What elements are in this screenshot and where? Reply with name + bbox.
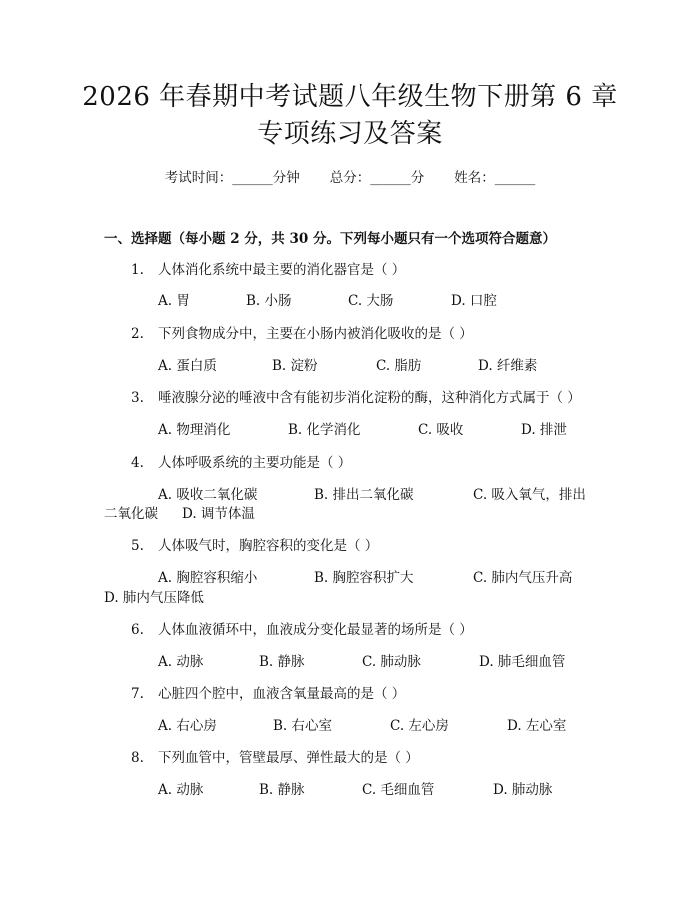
- question-text: 心脏四个腔中，血液含氧量最高的是（ ）: [158, 686, 406, 702]
- option-b: B. 静脉: [259, 782, 305, 798]
- student-name-field: 姓名：______: [454, 170, 536, 186]
- question-text: 下列食物成分中，主要在小肠内被消化吸收的是（ ）: [158, 326, 473, 342]
- option-a: A. 蛋白质: [158, 358, 217, 374]
- exam-info: [0, 168, 700, 188]
- question-number: 4.: [131, 455, 144, 471]
- option-b: B. 静脉: [259, 654, 305, 670]
- option-b: B. 化学消化: [288, 422, 361, 438]
- option-d: D. 左心室: [507, 718, 567, 734]
- option-d: D. 肺内气压降低: [104, 590, 204, 606]
- option-b: B. 右心室: [273, 718, 333, 734]
- option-c: C. 大肠: [348, 293, 394, 309]
- question-text: 人体血液循环中，血液成分变化最显著的场所是（ ）: [158, 622, 473, 638]
- option-a: A. 胃: [158, 293, 190, 309]
- option-c: C. 左心房: [390, 718, 449, 734]
- question-text: 人体呼吸系统的主要功能是（ ）: [158, 455, 352, 471]
- option-c: C. 吸入氧气，排出: [473, 487, 586, 503]
- question-number: 1.: [131, 262, 144, 278]
- option-b: B. 小肠: [246, 293, 292, 309]
- question-number: 6.: [131, 622, 144, 638]
- option-c-continued: 二氧化碳: [104, 506, 158, 522]
- exam-time-field: 考试时间：______分钟: [164, 170, 300, 186]
- option-a: A. 胸腔容积缩小: [158, 570, 258, 586]
- option-c: C. 肺内气压升高: [473, 570, 573, 586]
- option-b: B. 排出二氧化碳: [314, 487, 414, 503]
- option-d: D. 肺毛细血管: [479, 654, 566, 670]
- question-number: 2.: [131, 326, 144, 342]
- option-a: A. 物理消化: [158, 422, 231, 438]
- option-b: B. 淀粉: [272, 358, 318, 374]
- option-d: D. 纤维素: [478, 358, 538, 374]
- question-text: 唾液腺分泌的唾液中含有能初步消化淀粉的酶，这种消化方式属于（ ）: [158, 390, 581, 406]
- option-a: A. 动脉: [158, 782, 204, 798]
- question-text: 人体吸气时，胸腔容积的变化是（ ）: [158, 538, 379, 554]
- option-c: C. 毛细血管: [362, 782, 435, 798]
- total-score-field: 总分：______分: [329, 170, 425, 186]
- option-d: D. 肺动脉: [493, 782, 553, 798]
- question-number: 7.: [131, 686, 144, 702]
- option-a: A. 动脉: [158, 654, 204, 670]
- option-c: C. 脂肪: [376, 358, 422, 374]
- option-d: D. 调节体温: [182, 506, 255, 522]
- option-a: A. 右心房: [158, 718, 217, 734]
- option-d: D. 排泄: [521, 422, 567, 438]
- page-title-line2: 专项练习及答案: [257, 119, 443, 149]
- option-a: A. 吸收二氧化碳: [158, 487, 258, 503]
- option-c: C. 肺动脉: [362, 654, 421, 670]
- option-b: B. 胸腔容积扩大: [314, 570, 414, 586]
- question-number: 3.: [131, 390, 144, 406]
- option-d: D. 口腔: [451, 293, 497, 309]
- question-number: 5.: [131, 538, 144, 554]
- question-text: 下列血管中，管壁最厚、弹性最大的是（ ）: [158, 750, 419, 766]
- question-number: 8.: [131, 750, 144, 766]
- option-c: C. 吸收: [418, 422, 464, 438]
- section-heading: 一、选择题（每小题 2 分，共 30 分。下列每小题只有一个选项符合题意）: [104, 231, 556, 247]
- page-title-line1: 2026 年春期中考试题八年级生物下册第 6 章: [82, 82, 618, 112]
- question-text: 人体消化系统中最主要的消化器官是（ ）: [158, 262, 406, 278]
